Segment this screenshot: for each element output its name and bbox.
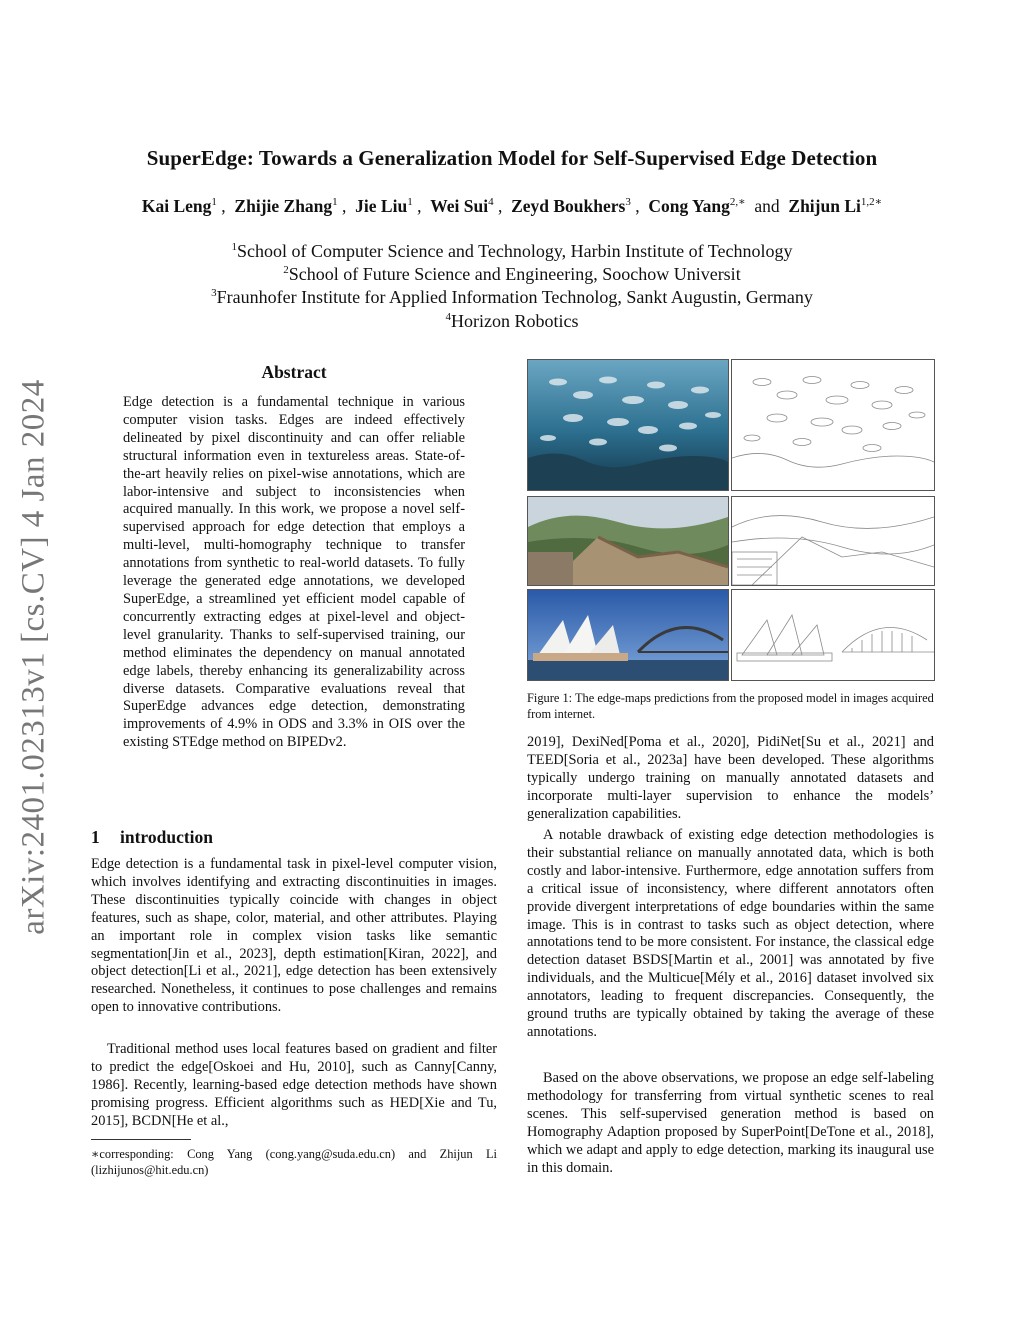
figure-input-fish (527, 359, 729, 491)
figure-output-fish (731, 359, 935, 491)
author-name: Wei Sui (430, 195, 489, 216)
author-sup: 1 (211, 196, 217, 208)
figure-output-wall (731, 496, 935, 586)
affiliation-sup: 3 (211, 287, 217, 299)
arxiv-side-stamp (10, 355, 58, 960)
section-title: introduction (120, 827, 214, 847)
author-sup: 4 (488, 196, 494, 208)
opera-edge-icon (732, 590, 934, 680)
author-name: Jie Liu (355, 195, 408, 216)
author-name: Cong Yang (648, 195, 730, 216)
affiliation-text: School of Future Science and Engineering, Soochow Universit (288, 264, 741, 284)
section-heading (91, 827, 213, 848)
figure-caption: Figure 1: The edge-maps predictions from the proposed model in images acquired from internet. (527, 691, 934, 721)
fish-photo-icon (528, 360, 728, 490)
opera-photo-icon (528, 590, 728, 680)
fish-edge-icon (732, 360, 934, 490)
figure-input-wall (527, 496, 729, 586)
author-list: Kai Leng$^1$ , Zhijie Zhang$^1$ , Jie Liu$^1$ , Wei Sui$^4$ , Zeyd Boukhers$^3$ , Cong Yang$^{2,∗}$ and Zhijun $Li^{1,2∗}$ (141, 195, 883, 216)
author-sup: 3 (625, 196, 631, 208)
figure-1 (525, 359, 935, 682)
arxiv-id: arXiv:2401.02313v1 [cs.CV] 4 Jan 2024 (15, 379, 52, 935)
body-paragraph: Traditional method uses local features based on gradient and filter to predict the edge[Oskoei and Hu, 2010], such as Canny[Canny, 1986]. Recently, learning-based edge detection methods have shown promising progress. Efficient algorithms such as HED[Xie and Tu, 2015], BCDN[He et al., (91, 1041, 497, 1129)
affiliation (0, 311, 1024, 332)
body-paragraph: Based on the above observations, we propose an edge self-labeling methodology for transferring from virtual synthetic scenes to real scenes. This self-supervised generation method is based on Homography Adaption proposed by SuperPoint[DeTone et al., 2018], which we adapt and apply to edge detection, marking its inaugural use in this domain. (527, 1070, 934, 1176)
wall-photo-icon (528, 497, 728, 585)
body-paragraph: Edge detection is a fundamental task in pixel-level computer vision, which involves identifying and extracting discontinuities in images. These discontinuities typically coincide with changes in object features, such as shape, color, material, and other attributes. Playing an important role in complex vision tasks like semantic segmentation[Jin et al., 2023], depth estimation[Kiran, 2022], and object detection[Li et al., 2021], edge detection has been extensively researched. Nonetheless, it continues to pose challenges and remains open to innovative contributions. (91, 856, 497, 1016)
body-paragraph: A notable drawback of existing edge detection methodologies is their substantial reliance on manually annotated data, which is both costly and labor-intensive. Furthermore, edge annotation suffers from a critical issue of inconsistency, where different annotators often provide divergent interpretations of edge boundaries within the same image. This is in contrast to tasks such as object detection, where annotations tend to be more consistent. For instance, the classical edge detection dataset BSDS[Martin et al., 2001] was annotated by five individuals, and the Multicue[Mély et al., 2016] dataset involved six annotators, leading to frequent discrepancies. Consequently, the ground truths are typically obtained by taking the average of these annotations. (527, 827, 934, 1040)
affiliation-text: School of Computer Science and Technology, Harbin Institute of Technology (236, 241, 793, 261)
author-name: Zhijun Li (788, 195, 861, 216)
affiliation-text: Fraunhofer Institute for Applied Information Technolog, Sankt Augustin, Germany (216, 287, 813, 307)
author-sup: 2,∗ (729, 196, 746, 208)
section-number: 1 (91, 827, 100, 847)
affiliation (0, 264, 1024, 285)
wall-edge-icon (732, 497, 934, 585)
author-name: Zeyd Boukhers (511, 195, 626, 216)
figure-input-opera (527, 589, 729, 681)
affiliation (0, 241, 1024, 262)
author-name: Zhijie Zhang (234, 195, 333, 216)
abstract-heading: Abstract (261, 362, 327, 382)
author-sup: 1,2∗ (860, 196, 883, 208)
author-sup: 1 (332, 196, 338, 208)
paper-title: SuperEdge: Towards a Generalization Model for Self-Supervised Edge Detection (146, 146, 878, 170)
affiliation (0, 287, 1024, 308)
author-and: and (754, 195, 780, 216)
affiliation-sup: 1 (231, 241, 237, 253)
abstract-text: Edge detection is a fundamental technique in various computer vision tasks. Edges are indeed effectively delineated by pixel discontinuity and can offer reliable structural information even in textureless areas. State-of-the-art heavily relies on pixel-wise annotations, which are labor-intensive and subject to inconsistencies when acquired manually. In this work, we propose a novel self-supervised approach for edge detection that employs a multi-level, multi-homography technique to transfer annotations from synthetic to real-world datasets. To fully leverage the generated edge annotations, we developed SuperEdge, a streamlined yet efficient model capable of concurrently extracting edges at pixel-level and object-level granularity. Thanks to self-supervised training, our method eliminates the dependency on manual annotated edge labels, thereby enhancing its generalizability across diverse datasets. Comparative evaluations reveal that SuperEdge advances edge detection, demonstrating improvements of 4.9% in ODS and 3.3% in OIS over the existing STEdge method on BIPEDv2. (123, 394, 465, 751)
footnote-rule (91, 1139, 191, 1140)
author-name: Kai Leng (141, 195, 212, 216)
affiliation-sup: 2 (283, 264, 289, 276)
footnote: ∗corresponding: Cong Yang (cong.yang@suda.edu.cn) and Zhijun Li (lizhijunos@hit.edu.cn) (91, 1147, 497, 1177)
figure-output-opera (731, 589, 935, 681)
affiliation-text: Horizon Robotics (451, 311, 579, 331)
affiliation-sup: 4 (445, 311, 451, 323)
body-paragraph: 2019], DexiNed[Poma et al., 2020], PidiNet[Su et al., 2021] and TEED[Soria et al., 2023a] have been developed. These algorithms typically undergo training on manually annotated datasets and incorporate multi-layer supervision to enhance the models’ generalization capabilities. (527, 734, 934, 822)
author-sup: 1 (407, 196, 413, 208)
